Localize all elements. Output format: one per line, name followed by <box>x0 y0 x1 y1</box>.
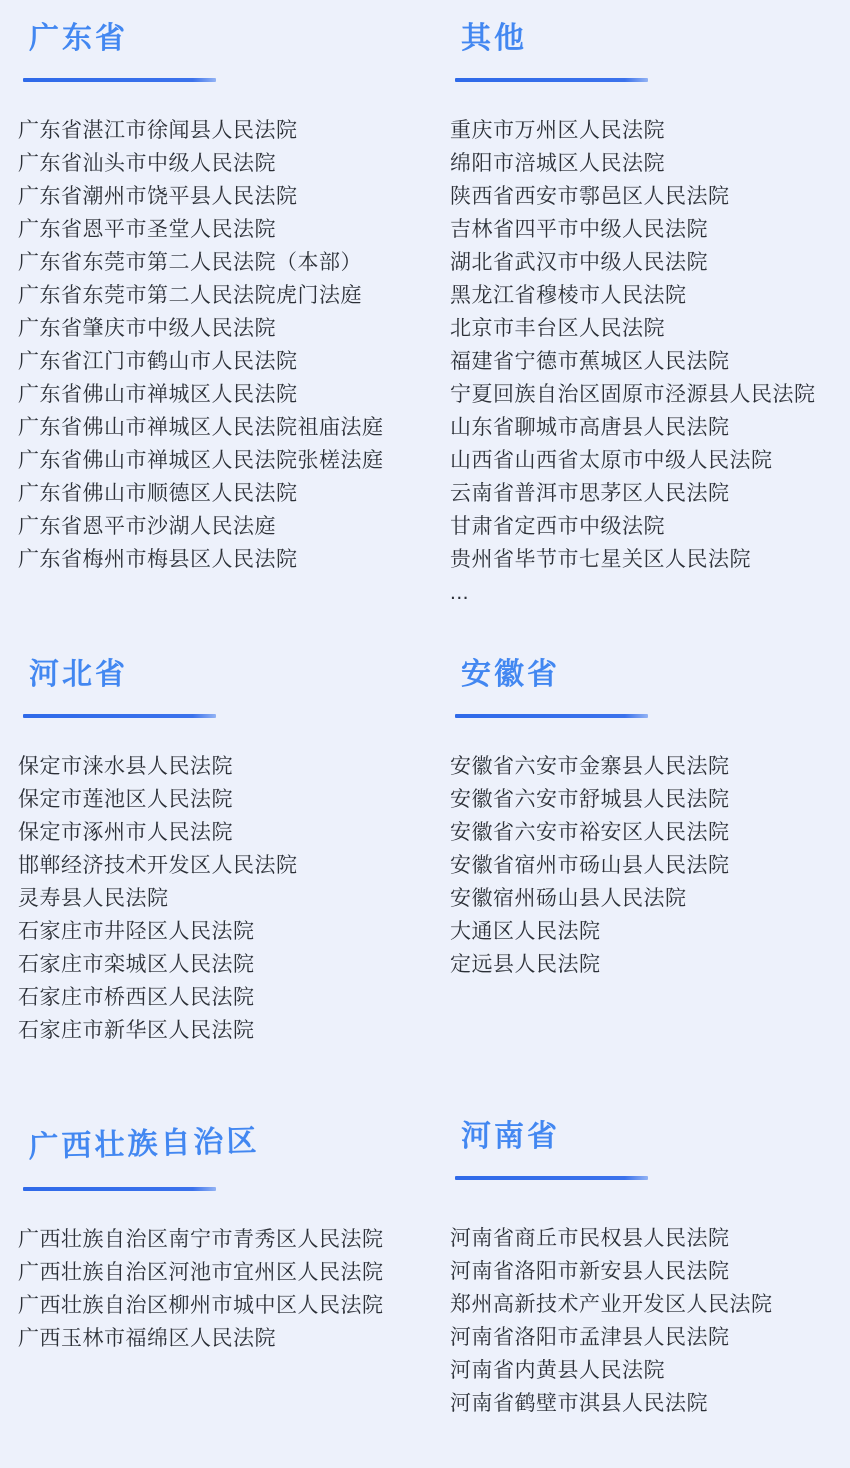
court-list-henan <box>450 1222 773 1420</box>
court-list-guangdong <box>18 114 384 576</box>
court-list-item: 广东省东莞市第二人民法院虎门法庭 <box>18 284 362 307</box>
section-underline <box>23 1187 216 1191</box>
court-list-item: 陕西省西安市鄠邑区人民法院 <box>450 185 730 208</box>
court-list-item: 北京市丰台区人民法院 <box>450 317 665 340</box>
court-list-item: 河南省洛阳市新安县人民法院 <box>450 1260 730 1283</box>
court-list-item: 保定市涿州市人民法院 <box>18 821 233 844</box>
court-list-anhui <box>450 750 730 981</box>
court-list-item: 甘肃省定西市中级法院 <box>450 515 665 538</box>
court-list-item: 山东省聊城市高唐县人民法院 <box>450 416 730 439</box>
court-list-item: 河南省鹤壁市淇县人民法院 <box>450 1392 708 1415</box>
court-list-item: 石家庄市桥西区人民法院 <box>18 986 255 1009</box>
court-list-item: 安徽省六安市金寨县人民法院 <box>450 755 730 778</box>
section-underline <box>455 714 648 718</box>
court-list-item: 广西壮族自治区河池市宜州区人民法院 <box>18 1261 384 1284</box>
section-anhui <box>450 660 730 981</box>
court-list-item: 保定市莲池区人民法院 <box>18 788 233 811</box>
section-henan <box>450 1122 773 1420</box>
court-list-item: 福建省宁德市蕉城区人民法院 <box>450 350 730 373</box>
court-list-item: 广东省佛山市禅城区人民法院张槎法庭 <box>18 449 384 472</box>
court-list-item: 广东省恩平市圣堂人民法院 <box>18 218 276 241</box>
court-list-item: 定远县人民法院 <box>450 953 601 976</box>
court-list-item: ... <box>450 581 470 604</box>
court-list-item: 安徽省六安市裕安区人民法院 <box>450 821 730 844</box>
court-list-item: 广东省汕头市中级人民法院 <box>18 152 276 175</box>
section-underline <box>455 1176 648 1180</box>
court-list-item: 山西省山西省太原市中级人民法院 <box>450 449 773 472</box>
court-list-item: 广东省湛江市徐闻县人民法院 <box>18 119 298 142</box>
court-list-item: 保定市涞水县人民法院 <box>18 755 233 778</box>
section-guangxi <box>18 1124 384 1355</box>
court-list-item: 黑龙江省穆棱市人民法院 <box>450 284 687 307</box>
court-list-item: 石家庄市栾城区人民法院 <box>18 953 255 976</box>
section-title-henan: 河南省 <box>461 1120 560 1153</box>
court-list-item: 重庆市万州区人民法院 <box>450 119 665 142</box>
court-list-item: 郑州高新技术产业开发区人民法院 <box>450 1293 773 1316</box>
court-list-item: 云南省普洱市思茅区人民法院 <box>450 482 730 505</box>
court-list-item: 广东省恩平市沙湖人民法庭 <box>18 515 276 538</box>
court-list-item: 河南省洛阳市孟津县人民法院 <box>450 1326 730 1349</box>
court-list-other <box>450 114 816 609</box>
section-title-other: 其他 <box>461 22 527 55</box>
section-title-guangdong: 广东省 <box>29 22 128 55</box>
court-list-item: 贵州省毕节市七星关区人民法院 <box>450 548 751 571</box>
court-list-item: 大通区人民法院 <box>450 920 601 943</box>
court-list-item: 广东省梅州市梅县区人民法院 <box>18 548 298 571</box>
court-list-item: 宁夏回族自治区固原市泾源县人民法院 <box>450 383 816 406</box>
court-list-hebei <box>18 750 298 1047</box>
section-guangdong <box>18 24 384 576</box>
court-list-item: 安徽省宿州市砀山县人民法院 <box>450 854 730 877</box>
court-list-item: 广东省潮州市饶平县人民法院 <box>18 185 298 208</box>
court-list-item: 广西壮族自治区柳州市城中区人民法院 <box>18 1294 384 1317</box>
court-list-item: 湖北省武汉市中级人民法院 <box>450 251 708 274</box>
court-list-item: 广西玉林市福绵区人民法院 <box>18 1327 276 1350</box>
court-list-item: 广东省东莞市第二人民法院（本部） <box>18 251 362 274</box>
court-list-item: 河南省内黄县人民法院 <box>450 1359 665 1382</box>
court-list-item: 河南省商丘市民权县人民法院 <box>450 1227 730 1250</box>
court-list-item: 石家庄市井陉区人民法院 <box>18 920 255 943</box>
court-list-item: 安徽宿州砀山县人民法院 <box>450 887 687 910</box>
court-list-item: 安徽省六安市舒城县人民法院 <box>450 788 730 811</box>
section-underline <box>455 78 648 82</box>
section-title-hebei: 河北省 <box>29 658 128 691</box>
section-hebei <box>18 660 298 1047</box>
court-list-item: 广东省江门市鹤山市人民法院 <box>18 350 298 373</box>
court-list-item: 广东省肇庆市中级人民法院 <box>18 317 276 340</box>
section-title-anhui: 安徽省 <box>461 658 560 691</box>
court-list-item: 绵阳市涪城区人民法院 <box>450 152 665 175</box>
court-list-item: 邯郸经济技术开发区人民法院 <box>18 854 298 877</box>
court-list-item: 广东省佛山市禅城区人民法院 <box>18 383 298 406</box>
section-title-guangxi: 广西壮族自治区 <box>28 1124 260 1164</box>
court-list-item: 石家庄市新华区人民法院 <box>18 1019 255 1042</box>
court-list-guangxi <box>18 1223 384 1355</box>
court-list-item: 吉林省四平市中级人民法院 <box>450 218 708 241</box>
court-list-item: 广东省佛山市顺德区人民法院 <box>18 482 298 505</box>
court-list-item: 广东省佛山市禅城区人民法院祖庙法庭 <box>18 416 384 439</box>
court-list-item: 灵寿县人民法院 <box>18 887 169 910</box>
section-other <box>450 24 816 609</box>
section-underline <box>23 78 216 82</box>
section-underline <box>23 714 216 718</box>
court-list-item: 广西壮族自治区南宁市青秀区人民法院 <box>18 1228 384 1251</box>
